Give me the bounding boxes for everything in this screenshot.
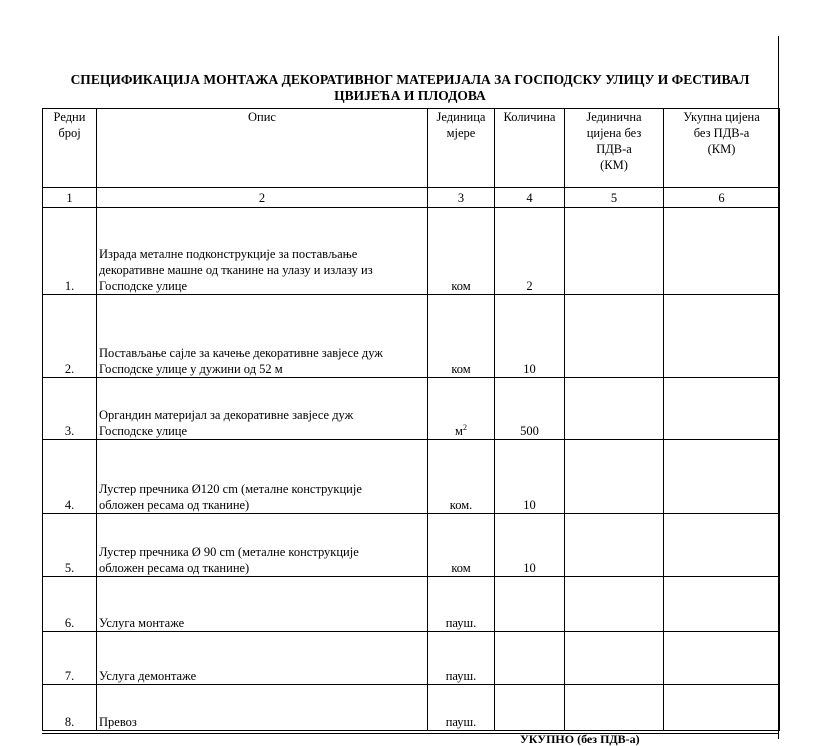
row-quantity: 500 bbox=[495, 378, 565, 440]
unit-text: пауш. bbox=[445, 616, 477, 630]
row-total bbox=[664, 577, 780, 632]
table-row bbox=[43, 208, 780, 295]
unit-text: пауш. bbox=[445, 669, 477, 683]
column-number-row bbox=[43, 188, 780, 208]
row-number: 4. bbox=[43, 440, 97, 514]
specification-table bbox=[42, 108, 780, 731]
total-label-partial: УКУПНО (без ПДВ-а) bbox=[520, 732, 640, 746]
col-number: 6 bbox=[664, 188, 780, 208]
row-unit bbox=[428, 577, 495, 632]
row-total bbox=[664, 685, 780, 731]
row-unit bbox=[428, 514, 495, 577]
row-quantity bbox=[495, 685, 565, 731]
col-number: 5 bbox=[565, 188, 664, 208]
unit-text: ком bbox=[451, 362, 471, 376]
description-line: Органдин материјал за декоративне завјесе дуж bbox=[99, 408, 354, 422]
row-description bbox=[97, 577, 428, 632]
row-number: 3. bbox=[43, 378, 97, 440]
table-row bbox=[43, 295, 780, 378]
row-number: 2. bbox=[43, 295, 97, 378]
col-number: 1 bbox=[43, 188, 97, 208]
row-description bbox=[97, 685, 428, 731]
row-unit-price bbox=[565, 685, 664, 731]
description-line: Постављање сајле за качење декоративне завјесе дуж bbox=[99, 346, 383, 360]
row-number: 5. bbox=[43, 514, 97, 577]
row-quantity: 10 bbox=[495, 514, 565, 577]
row-number: 8. bbox=[43, 685, 97, 731]
unit-text: ком bbox=[451, 561, 471, 575]
description-line: обложен ресама од тканине) bbox=[99, 561, 250, 575]
row-total bbox=[664, 440, 780, 514]
unit-text: ком bbox=[451, 279, 471, 293]
row-unit bbox=[428, 295, 495, 378]
row-unit-price bbox=[565, 295, 664, 378]
row-quantity bbox=[495, 577, 565, 632]
document-title bbox=[42, 72, 778, 104]
description-line: Господске улице у дужини од 52 м bbox=[99, 362, 283, 376]
header-unit-price: Јединична цијена без ПДВ-а (КМ) bbox=[565, 109, 664, 188]
row-unit bbox=[428, 378, 495, 440]
description-line: обложен ресама од тканине) bbox=[99, 498, 250, 512]
row-total bbox=[664, 295, 780, 378]
row-unit bbox=[428, 632, 495, 685]
row-quantity: 2 bbox=[495, 208, 565, 295]
table-row bbox=[43, 514, 780, 577]
row-number: 7. bbox=[43, 632, 97, 685]
unit-text: пауш. bbox=[445, 715, 477, 729]
row-unit bbox=[428, 440, 495, 514]
table-row bbox=[43, 440, 780, 514]
row-description bbox=[97, 208, 428, 295]
col-number: 3 bbox=[428, 188, 495, 208]
row-unit-price bbox=[565, 577, 664, 632]
row-unit-price bbox=[565, 440, 664, 514]
row-unit-price bbox=[565, 378, 664, 440]
table-row bbox=[43, 378, 780, 440]
table-bottom-line bbox=[42, 733, 779, 734]
description-line: Господске улице bbox=[99, 424, 188, 438]
row-total bbox=[664, 208, 780, 295]
description-line: Господске улице bbox=[99, 279, 188, 293]
table-row bbox=[43, 632, 780, 685]
header-total: Укупна цијена без ПДВ-а (КМ) bbox=[664, 109, 780, 188]
row-description bbox=[97, 295, 428, 378]
col-number: 2 bbox=[97, 188, 428, 208]
col-number: 4 bbox=[495, 188, 565, 208]
row-total bbox=[664, 632, 780, 685]
row-number: 1. bbox=[43, 208, 97, 295]
row-unit bbox=[428, 208, 495, 295]
row-total bbox=[664, 378, 780, 440]
row-description bbox=[97, 514, 428, 577]
row-quantity bbox=[495, 632, 565, 685]
row-unit bbox=[428, 685, 495, 731]
row-unit-price bbox=[565, 632, 664, 685]
title-line-2: ЦВИЈЕЋА И ПЛОДОВА bbox=[334, 88, 486, 103]
header-no: Редни број bbox=[43, 109, 97, 188]
row-quantity: 10 bbox=[495, 295, 565, 378]
row-description bbox=[97, 440, 428, 514]
header-unit: Јединица мјере bbox=[428, 109, 495, 188]
table-row bbox=[43, 577, 780, 632]
row-total bbox=[664, 514, 780, 577]
table-body bbox=[43, 208, 780, 731]
row-number: 6. bbox=[43, 577, 97, 632]
row-quantity: 10 bbox=[495, 440, 565, 514]
unit-superscript: 2 bbox=[462, 422, 467, 432]
table-header-row bbox=[43, 109, 780, 188]
description-line: Превоз bbox=[99, 715, 137, 729]
unit-text: м bbox=[455, 424, 463, 438]
description-line: Услуга демонтаже bbox=[99, 669, 197, 683]
row-unit-price bbox=[565, 514, 664, 577]
description-line: Лустер пречника Ø 90 cm (металне конструкције bbox=[99, 545, 359, 559]
table-row bbox=[43, 685, 780, 731]
description-line: декоративне машне од тканине на улазу и излазу из bbox=[99, 263, 373, 277]
description-line: Услуга монтаже bbox=[99, 616, 185, 630]
row-description bbox=[97, 632, 428, 685]
header-desc: Опис bbox=[97, 109, 428, 188]
title-line-1: СПЕЦИФИКАЦИЈА МОНТАЖА ДЕКОРАТИВНОГ МАТЕРИЈАЛА ЗА ГОСПОДСКУ УЛИЦУ И ФЕСТИВАЛ bbox=[70, 72, 750, 87]
description-line: Лустер пречника Ø120 cm (металне конструкције bbox=[99, 482, 362, 496]
unit-text: ком. bbox=[449, 498, 473, 512]
description-line: Израда металне подконструкције за постављање bbox=[99, 247, 358, 261]
row-description bbox=[97, 378, 428, 440]
header-qty: Количина bbox=[495, 109, 565, 188]
row-unit-price bbox=[565, 208, 664, 295]
